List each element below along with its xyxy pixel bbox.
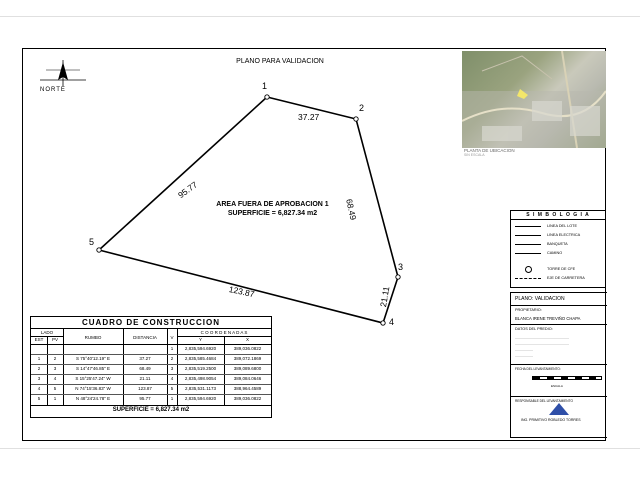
legend-item-label: BANQUETA [547, 242, 568, 246]
edge-label-4-5: 123.87 [227, 284, 256, 300]
vertex-label-3: 3 [398, 262, 404, 272]
table-cell: S 14°47'46.85" E [75, 366, 111, 371]
engineer-name: ING. PRIMITIVO ROBLEDO TORRES [521, 418, 581, 422]
vertex-marker-5 [97, 248, 101, 252]
table-cell: 37.27 [139, 356, 151, 361]
map-caption: PLANTA DE UBICACION [464, 148, 515, 153]
fecha-label: FECHA DEL LEVANTAMIENTO: [515, 367, 561, 371]
area-label: AREA FUERA DE APROBACION 1 [216, 201, 329, 208]
table-superficie: SUPERFICIE = 6,827.34 m2 [112, 407, 190, 413]
vertex-marker-1 [265, 95, 269, 99]
predio-detail-line: —————————————————— [515, 342, 569, 346]
table-cell: 389,084.0646 [233, 376, 262, 381]
vertex-marker-4 [381, 321, 385, 325]
legend-item [515, 266, 605, 274]
table-cell: N 48°24'24.78" E [75, 396, 111, 401]
table-cell: 5 [37, 396, 41, 401]
legend-item [515, 232, 605, 240]
table-cell: 1 [53, 396, 57, 401]
legend-item-label: LINEA ELECTRICA [547, 233, 581, 237]
legend-item [515, 275, 605, 283]
vertex-label-5: 5 [89, 237, 95, 247]
header-coordenadas: C O O R D E N A D A S [200, 330, 248, 335]
title-block [510, 292, 606, 438]
predio-detail-line: —————— [515, 348, 533, 352]
table-cell: 2,835,531.1173 [185, 386, 216, 391]
legend-item-label: CAMINO [547, 251, 563, 255]
table-cell: 389,036.0822 [233, 396, 262, 401]
table-cell: 2 [170, 356, 174, 361]
vertex-label-2: 2 [359, 103, 365, 113]
header-distancia: DISTANCIA [133, 335, 157, 340]
signature-logo-icon [547, 402, 571, 416]
legend-box [510, 210, 606, 288]
legend-title: S I M B O L O G I A [511, 211, 605, 220]
propietario-label: PROPIETARIO: [515, 308, 542, 312]
table-cell: 1 [170, 346, 174, 351]
legend-item [515, 241, 605, 249]
propietario-name: BLANCA IRENE TREVIÑO CHAPA [515, 316, 581, 321]
table-cell: S 75°40'12.19" E [75, 356, 111, 361]
table-cell: 2,835,594.6920 [184, 346, 217, 351]
location-map [462, 51, 606, 148]
table-cell: 388,964.4589 [233, 386, 262, 391]
legend-item-label: EJE DE CARRETERA [547, 276, 585, 280]
header-rumbo: RUMBO [84, 335, 102, 340]
construction-table [30, 316, 272, 418]
header-y: Y [198, 337, 202, 342]
table-cell: 1 [170, 396, 174, 401]
predio-detail-line: —————————————————— [515, 336, 569, 340]
construction-table-title: CUADRO DE CONSTRUCCION [31, 317, 271, 329]
predio-detail-line: —————— [515, 354, 533, 358]
table-cell: 4 [53, 376, 57, 381]
edge-label-3-4: 21.11 [378, 285, 392, 308]
table-cell: 2 [53, 356, 57, 361]
table-cell: 4 [170, 376, 174, 381]
table-cell: N 74°15'36.83" W [75, 386, 111, 391]
table-cell: 123.87 [138, 386, 152, 391]
legend-item [515, 250, 605, 258]
legend-item [515, 223, 605, 231]
vertex-marker-3 [396, 275, 400, 279]
vertex-marker-2 [354, 117, 358, 121]
table-cell: 5 [53, 386, 57, 391]
header-x: X [245, 337, 249, 342]
table-cell: 21.11 [139, 376, 151, 381]
table-cell: 389,072.1869 [233, 356, 262, 361]
plano-label: PLANO: VALIDACION [515, 296, 565, 302]
table-cell: 2,835,498.9054 [184, 376, 217, 381]
legend-item-label: LINEA DEL LOTE [547, 224, 578, 228]
table-cell: 389,089.6800 [233, 366, 262, 371]
escala-label: ESCALA [551, 384, 563, 388]
north-label: NORTE [40, 87, 66, 93]
datos-predio-label: DATOS DEL PREDIO: [515, 327, 553, 331]
table-cell: 2,835,594.6920 [184, 396, 217, 401]
table-cell: 2,835,519.2500 [184, 366, 217, 371]
table-cell: 2,835,585.4684 [184, 356, 217, 361]
table-cell: S 15°25'47.24" W [75, 376, 111, 381]
table-cell: 1 [37, 356, 41, 361]
header-v: V [170, 335, 174, 340]
table-cell: 95.77 [139, 396, 151, 401]
table-cell: 3 [37, 376, 41, 381]
header-lado: LADO [40, 330, 54, 335]
table-cell: 3 [53, 366, 57, 371]
table-cell: 389,036.0822 [233, 346, 262, 351]
scale-bar [532, 376, 602, 380]
edge-label-2-3: 68.49 [344, 198, 359, 221]
header-pv: PV [51, 337, 58, 342]
plan-title: PLANO PARA VALIDACION [236, 58, 324, 65]
table-cell: 68.49 [139, 366, 151, 371]
table-cell: 2 [37, 366, 41, 371]
responsable-label: RESPONSABLE DEL LEVANTAMIENTO [515, 399, 573, 403]
table-cell: 5 [170, 386, 174, 391]
edge-label-1-2: 37.27 [298, 112, 320, 122]
header-est: EST [34, 337, 44, 342]
table-cell: 4 [37, 386, 41, 391]
edge-label-5-1: 95.77 [176, 179, 200, 201]
legend-item-label: TORRE DE CFE [547, 267, 576, 271]
vertex-label-1: 1 [262, 81, 268, 91]
location-map-image [462, 51, 606, 148]
area-superficie: SUPERFICIE = 6,827.34 m2 [227, 210, 318, 217]
map-subcaption: SIN ESCALA [464, 153, 485, 157]
table-cell: 3 [170, 366, 174, 371]
tower-icon [525, 266, 532, 273]
vertex-label-4: 4 [389, 317, 395, 327]
